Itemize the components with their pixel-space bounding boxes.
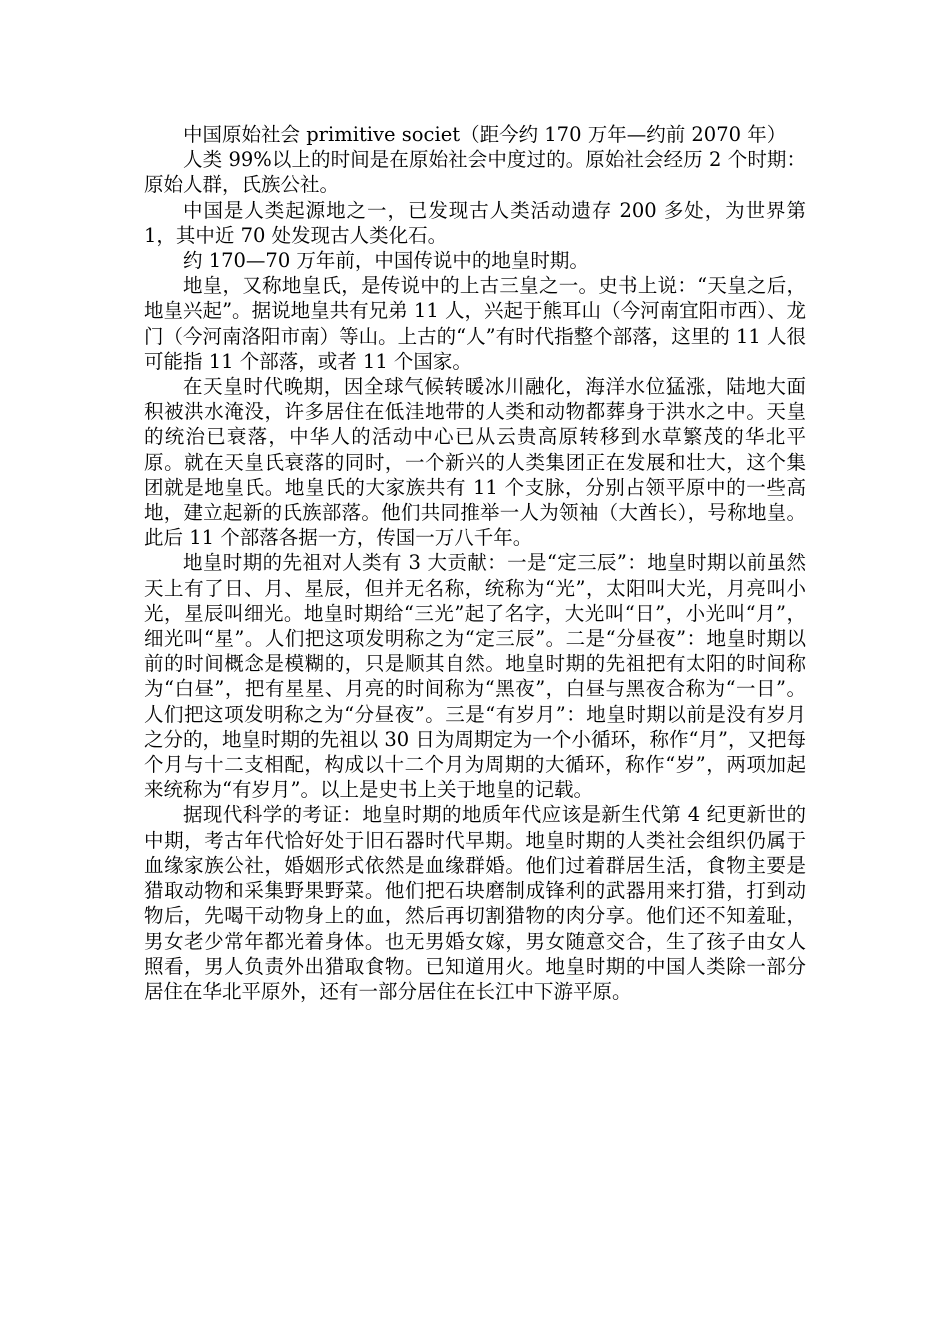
paragraph: 地皇，又称地皇氏，是传说中的上古三皇之一。史书上说：“天皇之后，地皇兴起”。据说地皇共有兄弟 11 人，兴起于熊耳山（今河南宜阳市西）、龙门（今河南洛阳市南）等山。上古的“人”有时代指整个部落，这里的 11 人很可能指 11 个部落，或者 11 个国家。 [144, 274, 806, 373]
paragraph: 在天皇时代晚期，因全球气候转暖冰川融化，海洋水位猛涨，陆地大面积被洪水淹没，许多居住在低洼地带的人类和动物都葬身于洪水之中。天皇的统治已衰落，中华人的活动中心已从云贵高原转移到水草繁茂的华北平原。就在天皇氏衰落的同时，一个新兴的人类集团正在发展和壮大，这个集团就是地皇氏。地皇氏的大家族共有 11 个支脉，分别占领平原中的一些高地，建立起新的氏族部落。他们共同推举一人为领袖（大酋长），号称地皇。此后 11 个部落各据一方，传国一万八千年。 [144, 375, 806, 550]
paragraph: 约 170—70 万年前，中国传说中的地皇时期。 [183, 249, 589, 273]
document-body [144, 122, 806, 1004]
paragraph-title: 中国原始社会 primitive societ（距今约 170 万年—约前 2070 年） [183, 123, 787, 146]
paragraph: 人类 99%以上的时间是在原始社会中度过的。原始社会经历 2 个时期：原始人群，氏族公社。 [144, 148, 806, 197]
paragraph: 中国是人类起源地之一，已发现古人类活动遗存 200 多处，为世界第 1，其中近 70 处发现古人类化石。 [144, 198, 806, 247]
paragraph: 地皇时期的先祖对人类有 3 大贡献：一是“定三辰”：地皇时期以前虽然天上有了日、月、星辰，但并无名称，统称为“光”，太阳叫大光，月亮叫小光，星辰叫细光。地皇时期给“三光”起了名字，大光叫“日”，小光叫“月”，细光叫“星”。人们把这项发明称之为“定三辰”。二是“分昼夜”：地皇时期以前的时间概念是模糊的，只是顺其自然。地皇时期的先祖把有太阳的时间称为“白昼”，把有星星、月亮的时间称为“黑夜”，白昼与黑夜合称为“一日”。人们把这项发明称之为“分昼夜”。三是“有岁月”：地皇时期以前是没有岁月之分的，地皇时期的先祖以 30 日为周期定为一个小循环，称作“月”，又把每个月与十二支相配，构成以十二个月为周期的大循环，称作“岁”，两项加起来统称为“有岁月”。以上是史书上关于地皇的记载。 [144, 551, 806, 802]
paragraph: 据现代科学的考证：地皇时期的地质年代应该是新生代第 4 纪更新世的中期，考古年代恰好处于旧石器时代早期。地皇时期的人类社会组织仍属于血缘家族公社，婚姻形式依然是血缘群婚。他们过着群居生活，食物主要是猎取动物和采集野果野菜。他们把石块磨制成锋利的武器用来打猎，打到动物后，先喝干动物身上的血，然后再切割猎物的肉分享。他们还不知羞耻，男女老少常年都光着身体。也无男婚女嫁，男女随意交合，生了孩子由女人照看，男人负责外出猎取食物。已知道用火。地皇时期的中国人类除一部分居住在华北平原外，还有一部分居住在长江中下游平原。 [144, 803, 806, 1003]
